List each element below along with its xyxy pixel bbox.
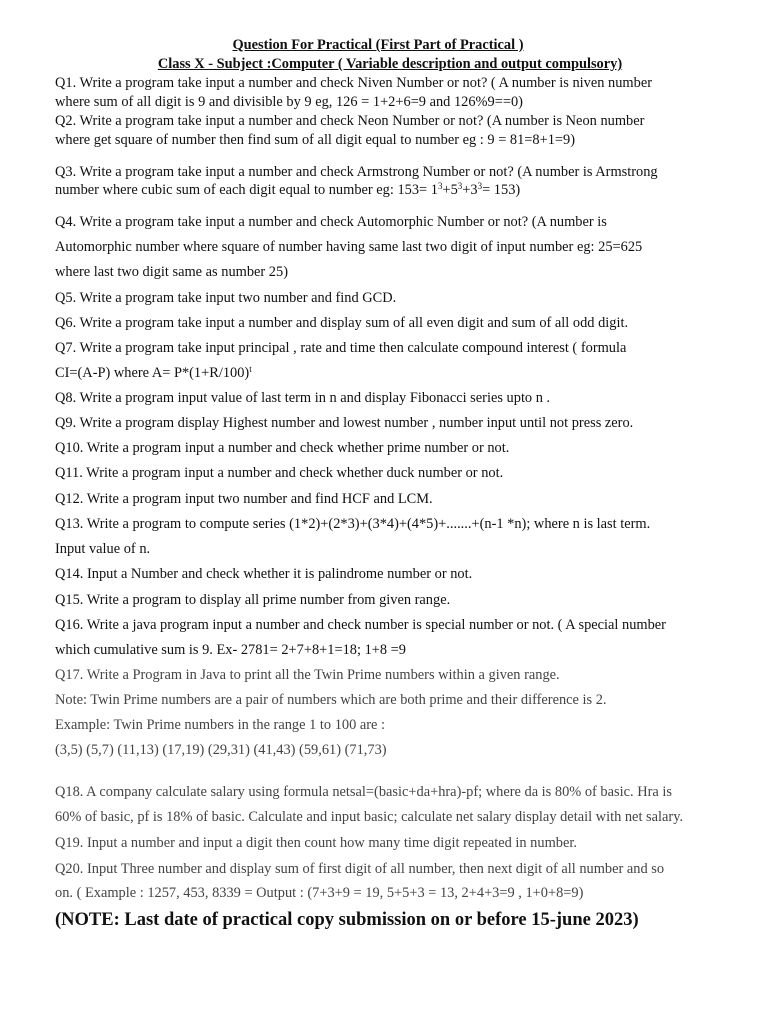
q5: Q5. Write a program take input two number and find GCD. <box>55 290 397 306</box>
document-subtitle: Class X - Subject :Computer ( Variable description and output compulsory) <box>157 56 623 72</box>
q3-sup1: 3 <box>437 181 443 191</box>
q6: Q6. Write a program take input a number and display sum of all even digit and sum of all odd digit. <box>55 315 629 331</box>
q3-sup2: 3 <box>457 181 463 191</box>
q4-line3: where last two digit same as number 25) <box>55 264 288 280</box>
q8: Q8. Write a program input value of last term in n and display Fibonacci series upto n . <box>55 390 551 406</box>
q17-line1: Q17. Write a Program in Java to print all the Twin Prime numbers within a given range. <box>55 667 560 683</box>
q14: Q14. Input a Number and check whether it is palindrome number or not. <box>55 566 473 582</box>
q19: Q19. Input a number and input a digit then count how many time digit repeated in number. <box>55 835 577 851</box>
submission-note: (NOTE: Last date of practical copy submission on or before 15-june 2023) <box>55 910 639 930</box>
q7-line1: Q7. Write a program take input principal , rate and time then calculate compound interest ( formula <box>55 340 627 356</box>
q18-line1: Q18. A company calculate salary using formula netsal=(basic+da+hra)-pf; where da is 80% of basic. Hra is <box>55 784 672 800</box>
q11: Q11. Write a program input a number and check whether duck number or not. <box>55 465 504 481</box>
q17-line4: (3,5) (5,7) (11,13) (17,19) (29,31) (41,43) (59,61) (71,73) <box>55 742 387 758</box>
q10: Q10. Write a program input a number and check whether prime number or not. <box>55 440 510 456</box>
q1-line2: where sum of all digit is 9 and divisible by 9 eg, 126 = 1+2+6=9 and 126%9==0) <box>55 94 523 110</box>
q3-sup3: 3 <box>477 181 483 191</box>
q12: Q12. Write a program input two number and find HCF and LCM. <box>55 491 433 507</box>
q4-line2: Automorphic number where square of number having same last two digit of input number eg: 25=625 <box>55 239 643 255</box>
q20-line2: on. ( Example : 1257, 453, 8339 = Output : (7+3+9 = 19, 5+5+3 = 13, 2+4+3=9 , 1+0+8=9) <box>55 885 584 901</box>
q13-line2: Input value of n. <box>55 541 151 557</box>
q9: Q9. Write a program display Highest number and lowest number , number input until not press zero. <box>55 415 634 431</box>
q15: Q15. Write a program to display all prime number from given range. <box>55 592 451 608</box>
q16-line2: which cumulative sum is 9. Ex- 2781= 2+7+8+1=18; 1+8 =9 <box>55 642 406 658</box>
q13-line1: Q13. Write a program to compute series (1*2)+(2*3)+(3*4)+(4*5)+.......+(n-1 *n); where n is last term. <box>55 516 651 532</box>
q2-line2: where get square of number then find sum of all digit equal to number eg : 9 = 81=8+1=9) <box>55 132 576 148</box>
q3-plus2: +3 <box>462 182 478 198</box>
q3-line2 <box>55 181 520 199</box>
q3-plus1: +5 <box>442 182 458 198</box>
q1-line1: Q1. Write a program take input a number and check Niven Number or not? ( A number is niven number <box>55 75 652 91</box>
q16-line1: Q16. Write a java program input a number and check number is special number or not. ( A special number <box>55 617 666 633</box>
q17-line2: Note: Twin Prime numbers are a pair of numbers which are both prime and their difference is 2. <box>55 692 607 708</box>
q3-line1: Q3. Write a program take input a number and check Armstrong Number or not? (A number is Armstrong <box>55 164 658 180</box>
document-title: Question For Practical (First Part of Practical ) <box>232 37 524 53</box>
q2-line1: Q2. Write a program take input a number and check Neon Number or not? (A number is Neon number <box>55 113 645 129</box>
q18-line2: 60% of basic, pf is 18% of basic. Calculate and input basic; calculate net salary display detail with net salary. <box>55 809 684 825</box>
q3-text-a: number where cubic sum of each digit equal to number eg: 153= 1 <box>55 182 438 198</box>
q7-formula: CI=(A-P) where A= P*(1+R/100) <box>55 365 250 381</box>
q3-text-b: = 153) <box>482 182 521 198</box>
q20-line1: Q20. Input Three number and display sum of first digit of all number, then next digit of all number and so <box>55 861 665 877</box>
q7-line2 <box>55 364 252 382</box>
q4-line1: Q4. Write a program take input a number and check Automorphic Number or not? (A number is <box>55 214 607 230</box>
q7-sup: t <box>249 364 252 374</box>
q17-line3: Example: Twin Prime numbers in the range 1 to 100 are : <box>55 717 386 733</box>
